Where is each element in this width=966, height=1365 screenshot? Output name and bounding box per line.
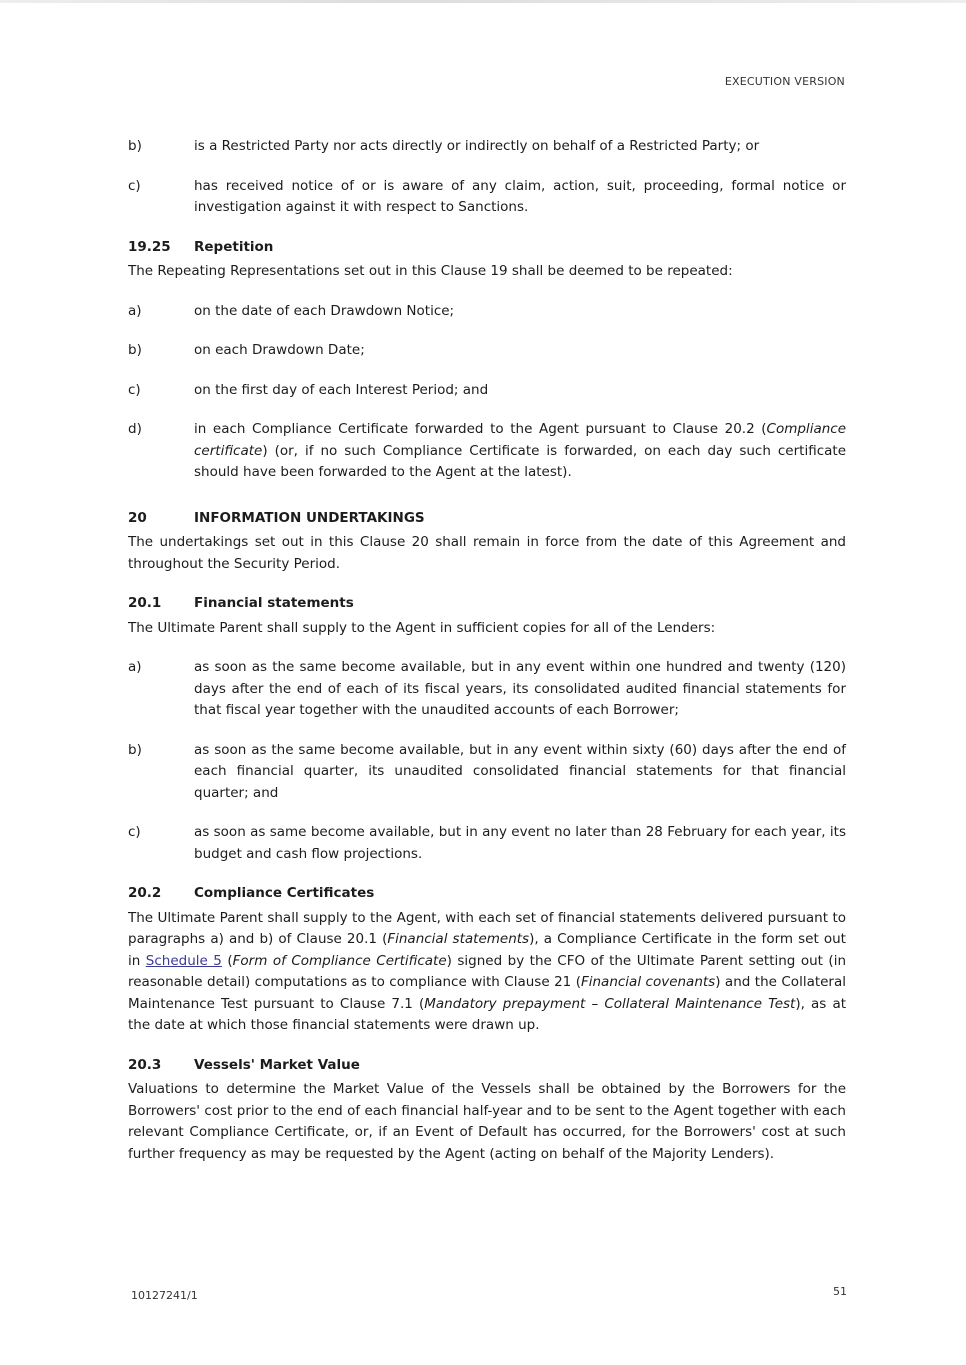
italic-run: Mandatory prepayment – Collateral Maintenance Test bbox=[424, 995, 796, 1012]
section-number: 20.3 bbox=[128, 1056, 162, 1073]
document-reference: 10127241/1 bbox=[131, 1289, 198, 1302]
item-label: c) bbox=[128, 177, 141, 194]
page-number: 51 bbox=[833, 1285, 847, 1298]
list-item bbox=[128, 340, 846, 362]
text-run: ( bbox=[221, 952, 233, 969]
text-run: ) and the Collateral Maintenance Test pursuant to Clause 7.1 ( bbox=[128, 974, 847, 1012]
list-item bbox=[128, 657, 846, 722]
section-heading-20-1 bbox=[128, 593, 846, 615]
section-heading-20 bbox=[128, 508, 846, 530]
item-label: b) bbox=[128, 342, 142, 358]
paragraph: The Repeating Representations set out in this Clause 19 shall be deemed to be repeated: bbox=[128, 263, 733, 279]
item-text bbox=[194, 419, 846, 484]
item-text: as soon as same become available, but in any event no later than 28 February for each year, its budget and cash flow projections. bbox=[194, 824, 846, 862]
item-text: on the date of each Drawdown Notice; bbox=[194, 302, 455, 319]
text-run: ) (or, if no such Compliance Certificate is forwarded, on each day such certificate should have been forwarded to the Agent at the latest). bbox=[194, 442, 846, 480]
schedule-5-link[interactable]: Schedule 5 bbox=[145, 952, 222, 969]
section-number: 20.2 bbox=[128, 885, 162, 901]
item-text: is a Restricted Party nor acts directly or indirectly on behalf of a Restricted Party; or bbox=[194, 138, 760, 154]
paragraph: Valuations to determine the Market Value of the Vessels shall be obtained by the Borrowers for the Borrowers' cost prior to the end of each financial half-year and to be sent to the Agent together with each relevant Compliance Certificate, or, if an Event of Default has occurred, for the Borrowers' cost at such further frequency as may be requested by the Agent (acting on behalf of the Majority Lenders). bbox=[128, 1081, 846, 1162]
item-label: b) bbox=[128, 138, 142, 154]
item-label: b) bbox=[128, 741, 142, 758]
section-title: Repetition bbox=[194, 238, 274, 255]
list-item bbox=[128, 740, 846, 805]
text-run: ), as at the date at which those financial statements were drawn up. bbox=[128, 995, 847, 1033]
item-text: as soon as the same become available, but in any event within sixty (60) days after the end of each financial quarter, its unaudited consolidated financial statements for that financial quarter; and bbox=[194, 741, 846, 801]
execution-version-label: EXECUTION VERSION bbox=[724, 75, 845, 88]
item-label: d) bbox=[128, 421, 142, 437]
italic-run: Financial covenants bbox=[580, 974, 716, 990]
italic-run: Compliance certificate bbox=[194, 421, 846, 459]
list-item bbox=[128, 176, 846, 219]
text-run: in each Compliance Certificate forwarded to the Agent pursuant to Clause 20.2 ( bbox=[194, 421, 767, 437]
item-label: a) bbox=[128, 659, 142, 675]
scan-edge bbox=[0, 0, 966, 3]
section-title: Compliance Certificates bbox=[194, 885, 375, 901]
paragraph: The Ultimate Parent shall supply to the Agent in sufficient copies for all of the Lenders: bbox=[128, 619, 716, 636]
section-title: Financial statements bbox=[194, 595, 354, 611]
item-label: c) bbox=[128, 381, 141, 398]
list-item bbox=[128, 136, 846, 158]
section-heading-20-3 bbox=[128, 1055, 846, 1077]
item-label: a) bbox=[128, 302, 142, 319]
item-text: on the first day of each Interest Period; and bbox=[194, 381, 489, 398]
list-item bbox=[128, 380, 846, 402]
item-text: as soon as the same become available, but in any event within one hundred and twenty (120) days after the end of each of its fiscal years, its consolidated audited financial statements for that fiscal year together with the unaudited accounts of each Borrower; bbox=[194, 659, 846, 718]
item-text: on each Drawdown Date; bbox=[194, 342, 365, 358]
section-title: Vessels' Market Value bbox=[194, 1056, 360, 1073]
section-heading-20-2 bbox=[128, 883, 846, 905]
text-run: ), a Compliance Certificate in the form set out in bbox=[128, 931, 846, 969]
section-number: 20 bbox=[128, 509, 147, 526]
italic-run: Form of Compliance Certificate bbox=[232, 952, 447, 969]
list-item bbox=[128, 419, 846, 484]
text-run: The Ultimate Parent shall supply to the Agent, with each set of financial statements delivered pursuant to paragraphs a) and b) of Clause 20.1 ( bbox=[128, 909, 846, 947]
text-run: ) signed by the CFO of the Ultimate Parent setting out (in reasonable detail) computations as to compliance with Clause 21 ( bbox=[128, 952, 846, 990]
section-heading-19-25 bbox=[128, 237, 846, 259]
item-text: has received notice of or is aware of any claim, action, suit, proceeding, formal notice or investigation against it with respect to Sanctions. bbox=[194, 177, 846, 215]
paragraph bbox=[128, 908, 846, 1037]
list-item bbox=[128, 822, 846, 865]
list-item bbox=[128, 301, 846, 323]
paragraph: The undertakings set out in this Clause 20 shall remain in force from the date of this Agreement and throughout the Security Period. bbox=[128, 534, 846, 572]
item-label: c) bbox=[128, 824, 141, 840]
section-title: INFORMATION UNDERTAKINGS bbox=[194, 509, 425, 526]
italic-run: Financial statements bbox=[387, 931, 530, 947]
section-number: 19.25 bbox=[128, 238, 171, 255]
document-body bbox=[128, 136, 846, 1183]
section-number: 20.1 bbox=[128, 595, 162, 611]
